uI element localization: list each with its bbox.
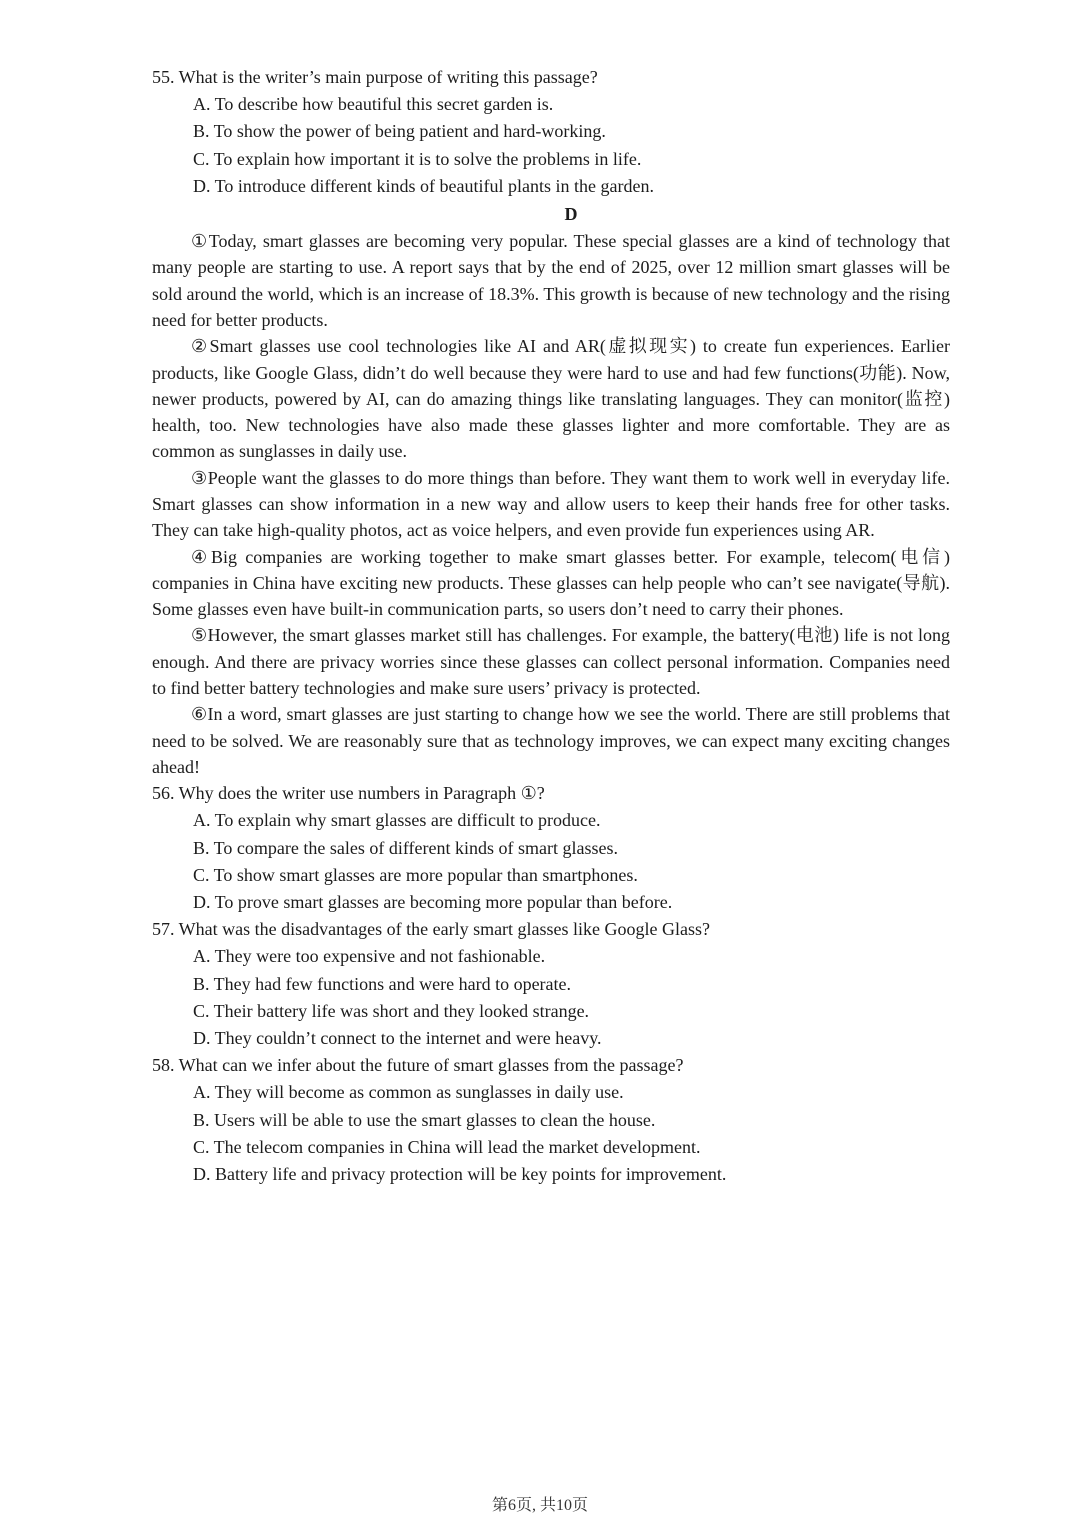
option-d: D. To prove smart glasses are becoming more popular than before. — [193, 892, 673, 913]
passage-title: D — [564, 204, 578, 225]
option-c: C. The telecom companies in China will lead the market development. — [193, 1136, 701, 1157]
question-57 — [152, 916, 950, 1052]
paragraph-3: ③People want the glasses to do more things than before. They want them to work well in everyday life. Smart glasses can show information in a new way and allow users to keep their hands free for other tasks. They can take high-quality photos, act as voice helpers, and even provide fun experiences using AR. — [152, 467, 950, 541]
option-d: D. Battery life and privacy protection will be key points for improvement. — [193, 1164, 727, 1185]
option-b: B. To show the power of being patient and hard-working. — [193, 121, 606, 142]
option-d: D. They couldn’t connect to the internet and were heavy. — [193, 1028, 602, 1049]
option-b: B. They had few functions and were hard to operate. — [193, 973, 572, 994]
question-stem: 58. What can we infer about the future of smart glasses from the passage? — [152, 1055, 684, 1076]
option-list — [152, 1079, 950, 1188]
option-list — [152, 91, 950, 200]
question-stem: 55. What is the writer’s main purpose of writing this passage? — [152, 67, 598, 87]
option-a: A. To describe how beautiful this secret garden is. — [193, 94, 554, 115]
paragraph-5: ⑤However, the smart glasses market still has challenges. For example, the battery(电池) life is not long enough. And there are privacy worries since these glasses can collect personal information. Companies need to find better battery technologies and make sure users’ privacy is protected. — [152, 625, 950, 699]
question-58 — [152, 1052, 950, 1188]
option-c: C. To explain how important it is to solve the problems in life. — [193, 148, 642, 169]
option-list — [152, 943, 950, 1052]
paragraph-1: ①Today, smart glasses are becoming very popular. These special glasses are a kind of technology that many people are starting to use. A report says that by the end of 2025, over 12 million smart glasses will be sold around the world, which is an increase of 18.3%. This growth is because of new technology and the rising need for better products. — [152, 231, 950, 330]
paragraph-2: ②Smart glasses use cool technologies like AI and AR(虚拟现实) to create fun experiences. Earlier products, like Google Glass, didn’t do well because they were hard to use and had few functions(功能). Now, newer products, powered by AI, can do amazing things like translating languages. They can monitor(监控) health, too. New technologies have also made these glasses lighter and more comfortable. They are as common as sunglasses in daily use. — [152, 336, 950, 462]
option-a: A. They will become as common as sunglasses in daily use. — [193, 1082, 624, 1103]
passage-d — [152, 200, 950, 780]
page-number: 第6页, 共10页 — [491, 1497, 588, 1514]
option-c: C. To show smart glasses are more popular than smartphones. — [193, 864, 638, 885]
question-56 — [152, 780, 950, 916]
option-a: A. They were too expensive and not fashionable. — [193, 946, 546, 967]
question-55 — [152, 64, 950, 200]
paragraph-6: ⑥In a word, smart glasses are just starting to change how we see the world. There are still problems that need to be solved. We are reasonably sure that as technology improves, we can expect many exciting changes ahead! — [152, 704, 950, 777]
exam-page — [152, 64, 950, 1188]
option-b: B. To compare the sales of different kinds of smart glasses. — [193, 837, 618, 858]
paragraph-4: ④Big companies are working together to make smart glasses better. For example, telecom(电信) companies in China have exciting new products. These glasses can help people who can’t see navigate(导航). Some glasses even have built-in communication parts, so users don’t need to carry their phones. — [152, 546, 950, 620]
question-stem: 57. What was the disadvantages of the early smart glasses like Google Glass? — [152, 919, 711, 940]
option-list — [152, 807, 950, 916]
option-d: D. To introduce different kinds of beautiful plants in the garden. — [193, 175, 654, 196]
option-b: B. Users will be able to use the smart glasses to clean the house. — [193, 1109, 656, 1130]
option-c: C. Their battery life was short and they looked strange. — [193, 1000, 590, 1021]
question-stem: 56. Why does the writer use numbers in Paragraph ①? — [152, 783, 545, 804]
option-a: A. To explain why smart glasses are difficult to produce. — [193, 810, 601, 831]
